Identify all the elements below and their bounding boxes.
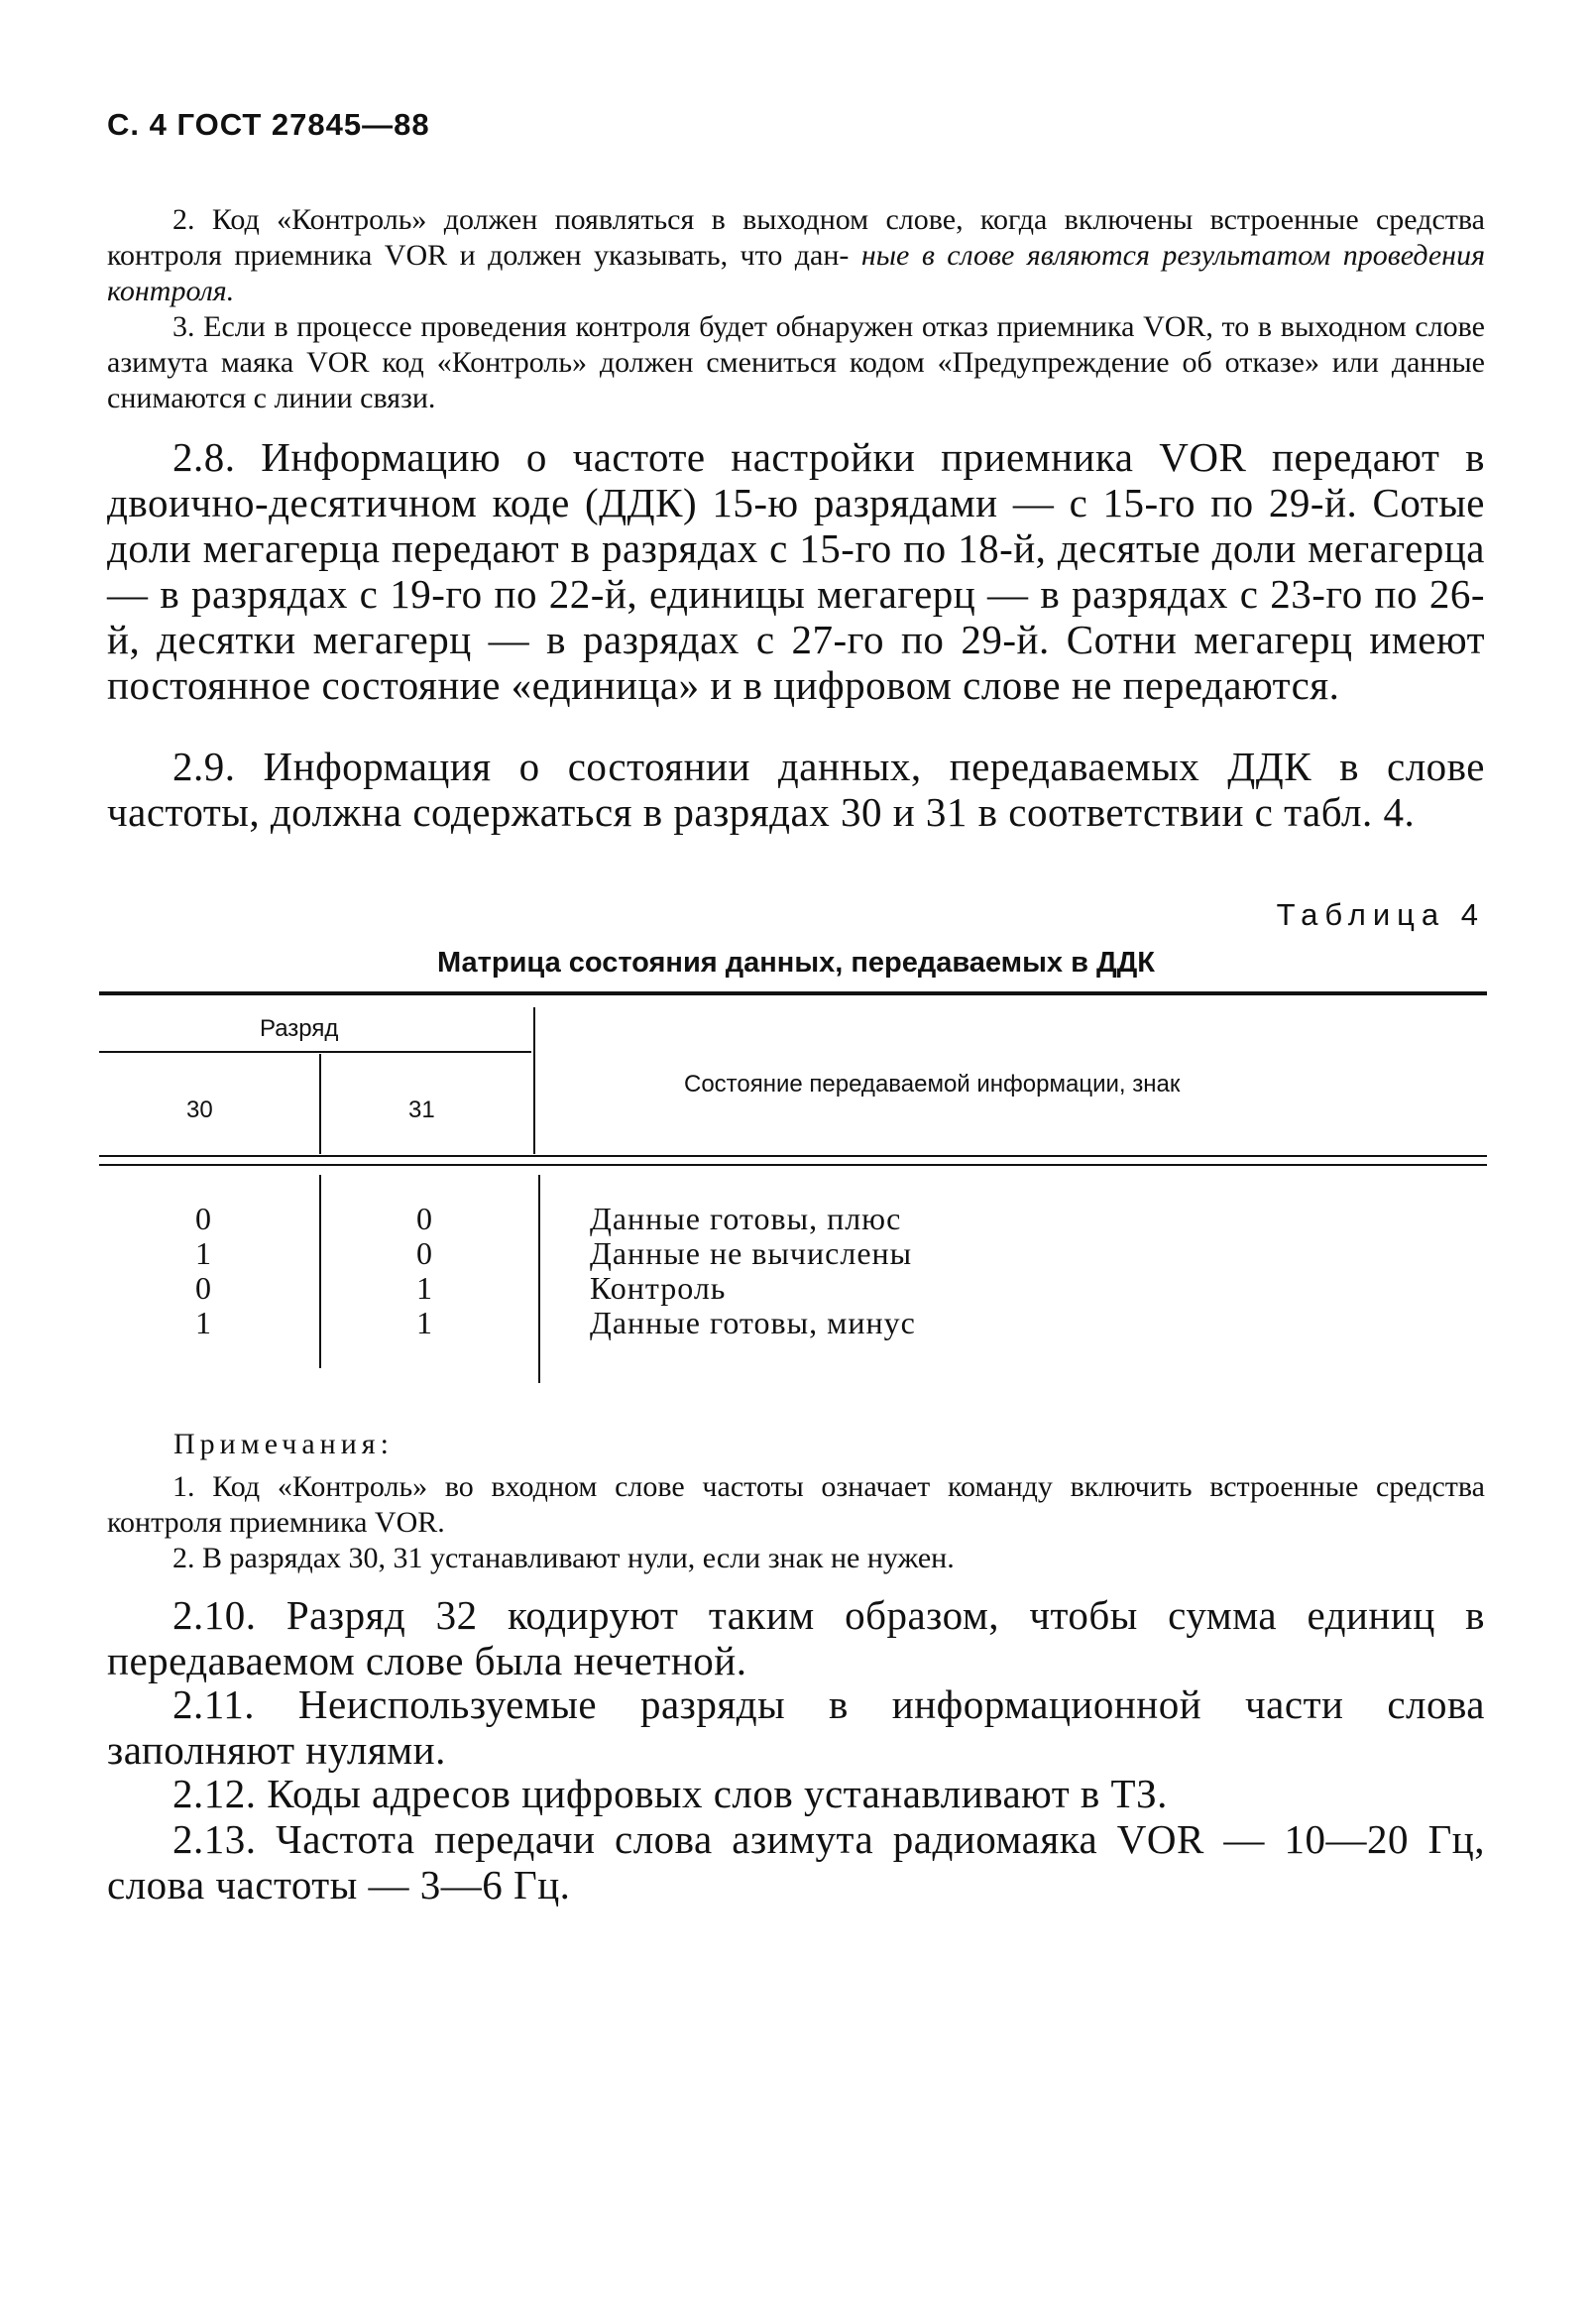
table-cell-31: 0 bbox=[416, 1235, 432, 1271]
note-2-text: 2. Код «Контроль» должен появляться в выходном слове, когда включены встроенные средства контроля приемника VOR и должен указывать, что дан- bbox=[107, 203, 1485, 272]
table-cell-30: 0 bbox=[195, 1270, 211, 1306]
section-2-13: 2.13. Частота передачи слова азимута радиомаяка VOR — 10—20 Гц, слова частоты — 3—6 Гц. bbox=[107, 1816, 1485, 1908]
section-2-10: 2.10. Разряд 32 кодируют таким образом, чтобы сумма единиц в передаваемом слове была нечетной. bbox=[107, 1592, 1485, 1683]
note-2-italic: ные в слове являются результатом проведения контроля. bbox=[107, 239, 1486, 307]
table-cell-31: 0 bbox=[416, 1201, 432, 1236]
table-cell-state: Данные не вычислены bbox=[590, 1235, 913, 1271]
table-cell-state: Данные готовы, минус bbox=[590, 1305, 916, 1340]
table-cell-30: 1 bbox=[195, 1235, 211, 1271]
table-cell-31: 1 bbox=[416, 1305, 432, 1340]
table-vline-body-bits bbox=[319, 1175, 321, 1368]
table-cell-state: Контроль bbox=[590, 1270, 727, 1306]
note-2 bbox=[107, 202, 1485, 309]
section-2-12: 2.12. Коды адресов цифровых слов устанавливают в ТЗ. bbox=[172, 1771, 1168, 1816]
section-2-9: 2.9. Информация о состоянии данных, передаваемых ДДК в слове частоты, должна содержаться в разрядах 30 и 31 в соответствии с табл. 4. bbox=[107, 744, 1485, 835]
table-header-group: Разряд bbox=[260, 1015, 339, 1042]
table-cell-30: 0 bbox=[195, 1201, 211, 1236]
table-vline-body-state bbox=[538, 1175, 540, 1383]
table-header-rule-1 bbox=[99, 1155, 1487, 1157]
table-title: Матрица состояния данных, передаваемых в ДДК bbox=[437, 947, 1155, 979]
table-header-col-state: Состояние передаваемой информации, знак bbox=[684, 1071, 1181, 1098]
table-note-2: 2. В разрядах 30, 31 устанавливают нули, если знак не нужен. bbox=[172, 1542, 955, 1574]
section-2-11: 2.11. Неиспользуемые разряды в информационной части слова заполняют нулями. bbox=[107, 1681, 1485, 1773]
table-header-col-31: 31 bbox=[408, 1097, 435, 1123]
table-header-rule-2 bbox=[99, 1164, 1487, 1166]
table-top-rule bbox=[99, 991, 1487, 995]
table-note-1: 1. Код «Контроль» во входном слове частоты означает команду включить встроенные средства контроля приемника VOR. bbox=[107, 1470, 1485, 1539]
notes-title: Примечания: bbox=[173, 1428, 394, 1460]
table-cell-31: 1 bbox=[416, 1270, 432, 1306]
table-vline-head-bits bbox=[319, 1054, 321, 1154]
table-cell-30: 1 bbox=[195, 1305, 211, 1340]
table-cell-state: Данные готовы, плюс bbox=[590, 1201, 902, 1236]
table-vline-head-state bbox=[533, 1007, 535, 1154]
page-header: С. 4 ГОСТ 27845—88 bbox=[107, 107, 430, 142]
note-3: 3. Если в процессе проведения контроля будет обнаружен отказ приемника VOR, то в выходном слове азимута маяка VOR код «Контроль» должен смениться кодом «Предупреждение об отказе» или данные снимаются с линии связи. bbox=[107, 310, 1485, 414]
table-caption: Таблица 4 bbox=[1276, 897, 1485, 932]
table-group-rule bbox=[99, 1051, 531, 1053]
section-2-8: 2.8. Информацию о частоте настройки приемника VOR передают в двоично-десятичном коде (ДДК) 15-ю разрядами — с 15-го по 29-й. Сотые доли мегагерца передают в разрядах с 15-го по 18-й, десятые доли мегагерца — в разрядах с 19-го по 22-й, единицы мегагерц — в разрядах с 23-го по 26-й, десятки мегагерц — в разрядах с 27-го по 29-й. Сотни мегагерц имеют постоянное состояние «единица» и в цифровом слове не передаются. bbox=[107, 434, 1485, 708]
table-header-col-30: 30 bbox=[186, 1097, 213, 1123]
